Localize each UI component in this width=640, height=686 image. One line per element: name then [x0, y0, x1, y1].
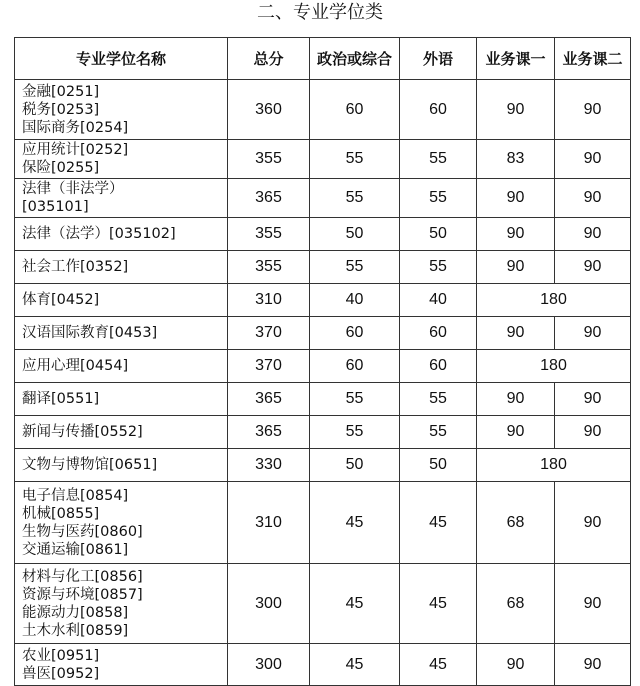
politics-score-cell: 40 — [310, 284, 400, 317]
program-name: 税务[0253] — [22, 101, 100, 118]
total-score-cell: 365 — [228, 383, 310, 416]
foreign-language-score-cell: 50 — [400, 449, 477, 482]
program-name: 农业[0951] — [22, 647, 100, 664]
table-row — [15, 644, 631, 686]
header-program-name: 专业学位名称 — [15, 38, 228, 80]
table-row — [15, 449, 631, 482]
course-2-score-cell: 90 — [555, 80, 631, 140]
total-score-cell: 365 — [228, 179, 310, 218]
foreign-language-score-cell: 55 — [400, 251, 477, 284]
course-1-score-cell: 90 — [477, 179, 555, 218]
program-name: 金融[0251] — [22, 83, 100, 100]
course-1-score-cell: 90 — [477, 416, 555, 449]
table-row — [15, 218, 631, 251]
header-foreign-language: 外语 — [400, 38, 477, 80]
course-2-score-cell: 90 — [555, 140, 631, 179]
total-score-cell: 370 — [228, 317, 310, 350]
politics-score-cell: 55 — [310, 416, 400, 449]
politics-score-cell: 50 — [310, 218, 400, 251]
header-total: 总分 — [228, 38, 310, 80]
course-1-score-cell: 90 — [477, 317, 555, 350]
table-row — [15, 317, 631, 350]
header-row — [15, 38, 631, 80]
politics-score-cell: 55 — [310, 179, 400, 218]
program-name-cell — [15, 449, 228, 482]
program-name-cell — [15, 383, 228, 416]
program-name: 资源与环境[0857] — [22, 586, 143, 603]
foreign-language-score-cell: 45 — [400, 482, 477, 564]
table-row — [15, 482, 631, 564]
program-name: 电子信息[0854] — [22, 487, 129, 504]
politics-score-cell: 45 — [310, 482, 400, 564]
total-score-cell: 355 — [228, 218, 310, 251]
foreign-language-score-cell: 50 — [400, 218, 477, 251]
table-row — [15, 284, 631, 317]
program-name-cell — [15, 644, 228, 686]
total-score-cell: 355 — [228, 251, 310, 284]
program-name: 翻译[0551] — [22, 391, 100, 407]
combined-course-score-cell: 180 — [477, 350, 631, 383]
course-1-score-cell: 90 — [477, 218, 555, 251]
foreign-language-score-cell: 60 — [400, 350, 477, 383]
politics-score-cell: 60 — [310, 80, 400, 140]
program-name: 应用心理[0454] — [22, 358, 129, 374]
course-2-score-cell: 90 — [555, 482, 631, 564]
program-name: 文物与博物馆[0651] — [22, 457, 158, 473]
table-row — [15, 383, 631, 416]
program-name: 体育[0452] — [22, 292, 100, 308]
politics-score-cell: 60 — [310, 317, 400, 350]
course-1-score-cell: 83 — [477, 140, 555, 179]
header-course-2: 业务课二 — [555, 38, 631, 80]
course-2-score-cell: 90 — [555, 179, 631, 218]
politics-score-cell: 60 — [310, 350, 400, 383]
table-row — [15, 251, 631, 284]
program-name: 汉语国际教育[0453] — [22, 325, 158, 341]
program-name-cell — [15, 179, 228, 218]
program-name-cell — [15, 317, 228, 350]
total-score-cell: 365 — [228, 416, 310, 449]
table-row — [15, 140, 631, 179]
total-score-cell: 360 — [228, 80, 310, 140]
foreign-language-score-cell: 55 — [400, 179, 477, 218]
total-score-cell: 310 — [228, 482, 310, 564]
foreign-language-score-cell: 40 — [400, 284, 477, 317]
total-score-cell: 330 — [228, 449, 310, 482]
header-politics: 政治或综合 — [310, 38, 400, 80]
program-name-cell — [15, 564, 228, 644]
total-score-cell: 310 — [228, 284, 310, 317]
course-2-score-cell: 90 — [555, 383, 631, 416]
politics-score-cell: 50 — [310, 449, 400, 482]
program-name: 保险[0255] — [22, 160, 100, 176]
table-body — [15, 80, 631, 686]
foreign-language-score-cell: 45 — [400, 644, 477, 686]
course-1-score-cell: 90 — [477, 251, 555, 284]
politics-score-cell: 55 — [310, 383, 400, 416]
program-name: 材料与化工[0856] — [22, 568, 143, 585]
foreign-language-score-cell: 55 — [400, 383, 477, 416]
table-row — [15, 416, 631, 449]
total-score-cell: 370 — [228, 350, 310, 383]
program-name: 应用统计[0252] — [22, 142, 129, 158]
course-1-score-cell: 68 — [477, 564, 555, 644]
politics-score-cell: 55 — [310, 140, 400, 179]
score-table — [14, 37, 631, 686]
program-name: 能源动力[0858] — [22, 604, 129, 621]
table-row — [15, 179, 631, 218]
program-name-cell — [15, 350, 228, 383]
program-name: 生物与医药[0860] — [22, 523, 143, 540]
program-name-cell — [15, 284, 228, 317]
program-name: 法律（法学）[035102] — [22, 226, 176, 242]
course-1-score-cell: 90 — [477, 80, 555, 140]
course-1-score-cell: 90 — [477, 644, 555, 686]
program-name: 国际商务[0254] — [22, 119, 129, 136]
program-name-cell — [15, 482, 228, 564]
course-2-score-cell: 90 — [555, 317, 631, 350]
foreign-language-score-cell: 60 — [400, 317, 477, 350]
course-2-score-cell: 90 — [555, 644, 631, 686]
program-name: 机械[0855] — [22, 505, 100, 522]
table-row — [15, 350, 631, 383]
program-name: 新闻与传播[0552] — [22, 424, 143, 440]
politics-score-cell: 55 — [310, 251, 400, 284]
politics-score-cell: 45 — [310, 644, 400, 686]
program-name-cell — [15, 218, 228, 251]
combined-course-score-cell: 180 — [477, 284, 631, 317]
program-name-cell — [15, 251, 228, 284]
foreign-language-score-cell: 45 — [400, 564, 477, 644]
program-name: 法律（非法学） — [22, 181, 124, 197]
course-2-score-cell: 90 — [555, 416, 631, 449]
table-row — [15, 564, 631, 644]
section-title: 二、专业学位类 — [257, 2, 383, 23]
course-1-score-cell: 90 — [477, 383, 555, 416]
course-2-score-cell: 90 — [555, 251, 631, 284]
program-name: [035101] — [22, 199, 89, 215]
total-score-cell: 300 — [228, 644, 310, 686]
program-name-cell — [15, 416, 228, 449]
course-1-score-cell: 68 — [477, 482, 555, 564]
course-2-score-cell: 90 — [555, 564, 631, 644]
table-row — [15, 80, 631, 140]
program-name: 交通运输[0861] — [22, 541, 129, 558]
course-2-score-cell: 90 — [555, 218, 631, 251]
program-name: 土木水利[0859] — [22, 622, 129, 639]
foreign-language-score-cell: 55 — [400, 416, 477, 449]
combined-course-score-cell: 180 — [477, 449, 631, 482]
foreign-language-score-cell: 55 — [400, 140, 477, 179]
politics-score-cell: 45 — [310, 564, 400, 644]
program-name: 社会工作[0352] — [22, 259, 129, 275]
program-name-cell — [15, 80, 228, 140]
total-score-cell: 300 — [228, 564, 310, 644]
program-name: 兽医[0952] — [22, 665, 100, 682]
program-name-cell — [15, 140, 228, 179]
foreign-language-score-cell: 60 — [400, 80, 477, 140]
header-course-1: 业务课一 — [477, 38, 555, 80]
total-score-cell: 355 — [228, 140, 310, 179]
